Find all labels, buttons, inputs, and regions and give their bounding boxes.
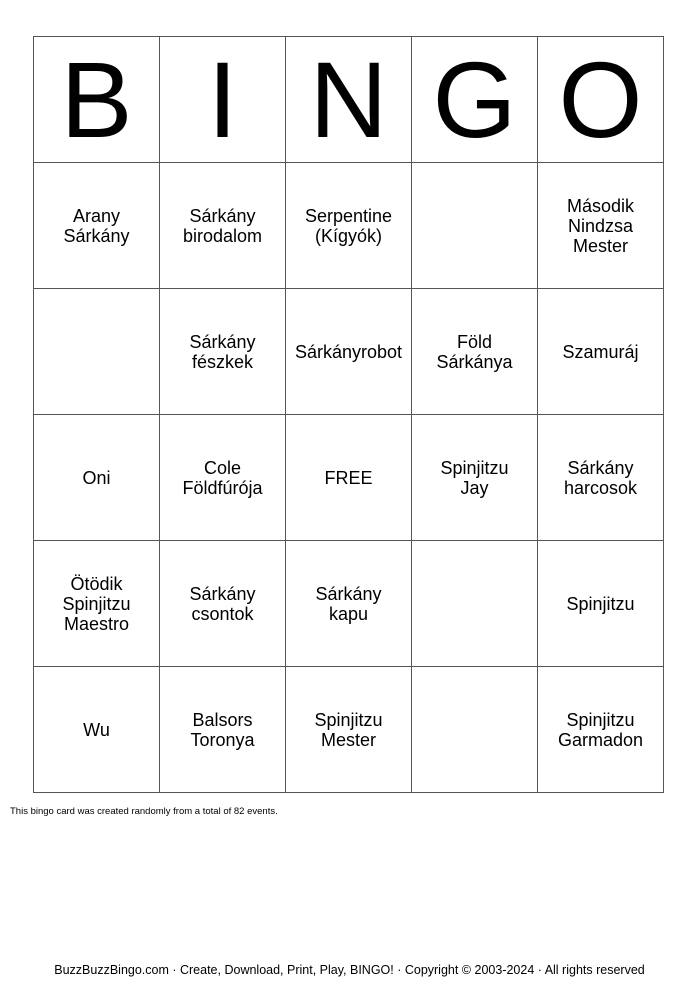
header-letter-g: G [412,37,538,163]
bingo-cell: Sárkány kapu [286,541,412,667]
bingo-cell: Spinjitzu [538,541,664,667]
bingo-row [34,667,664,793]
bingo-cell: Sárkány birodalom [160,163,286,289]
bingo-cell [412,163,538,289]
bingo-cell: Wu [34,667,160,793]
bingo-cell: Szamuráj [538,289,664,415]
bingo-cell: Spinjitzu Mester [286,667,412,793]
bingo-cell [412,667,538,793]
bingo-cell: Második Nindzsa Mester [538,163,664,289]
bingo-cell: Sárkány csontok [160,541,286,667]
header-letter-n: N [286,37,412,163]
bingo-card [33,36,664,793]
bingo-row [34,415,664,541]
bingo-cell: Ötödik Spinjitzu Maestro [34,541,160,667]
bingo-cell: Arany Sárkány [34,163,160,289]
header-letter-o: O [538,37,664,163]
bingo-cell: Balsors Toronya [160,667,286,793]
page-footer: BuzzBuzzBingo.com · Create, Download, Print, Play, BINGO! · Copyright © 2003-2024 · All rights reserved [54,963,645,977]
bingo-row [34,541,664,667]
bingo-row [34,289,664,415]
bingo-cell: Spinjitzu Garmadon [538,667,664,793]
bingo-cell: Cole Földfúrója [160,415,286,541]
bingo-cell: Oni [34,415,160,541]
bingo-cell [34,289,160,415]
bingo-header-row [34,37,664,163]
bingo-row [34,163,664,289]
card-footnote: This bingo card was created randomly from a total of 82 events. [10,806,278,817]
header-letter-b: B [34,37,160,163]
free-space-cell: FREE [286,415,412,541]
bingo-cell: Sárkány harcosok [538,415,664,541]
bingo-cell: Serpentine (Kígyók) [286,163,412,289]
bingo-cell: Föld Sárkánya [412,289,538,415]
bingo-cell: Sárkány fészkek [160,289,286,415]
bingo-cell: Spinjitzu Jay [412,415,538,541]
header-letter-i: I [160,37,286,163]
bingo-cell [412,541,538,667]
bingo-cell: Sárkányrobot [286,289,412,415]
